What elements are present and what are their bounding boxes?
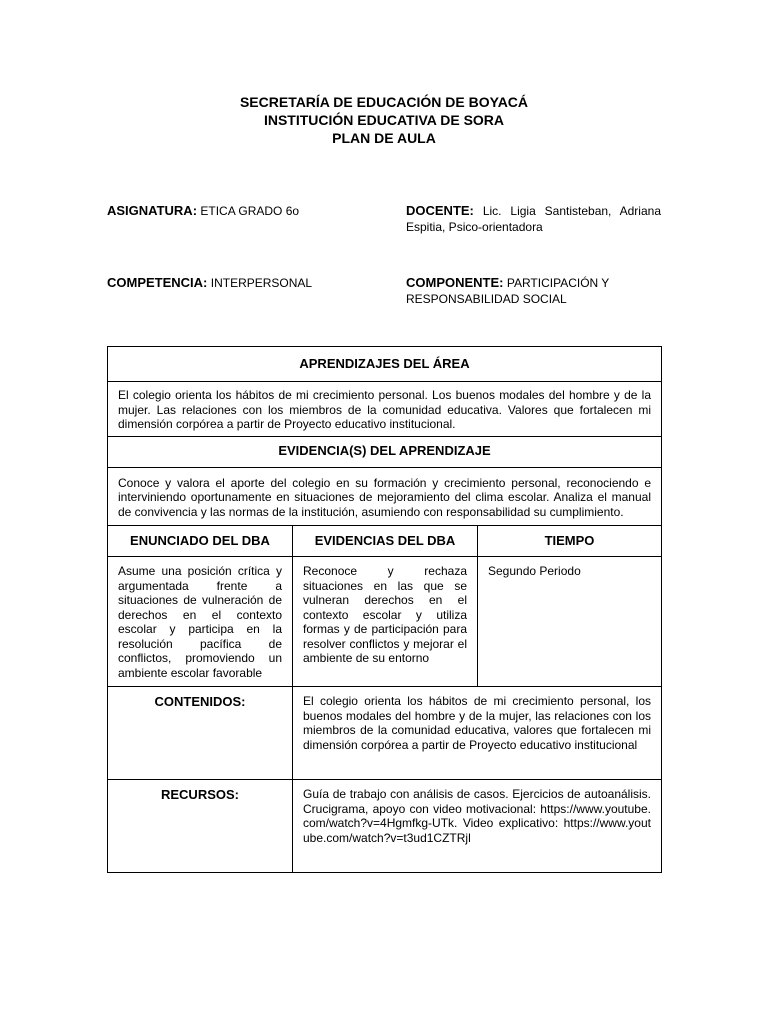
header-institucion: INSTITUCIÓN EDUCATIVA DE SORA xyxy=(263,112,505,128)
aprendizajes-heading: APRENDIZAJES DEL ÁREA xyxy=(108,347,662,382)
contenidos-text: El colegio orienta los hábitos de mi crecimiento personal, los buenos modales del hombre y de la mujer, las relaciones con los miembros de la comunidad educativa, valores que fortalecen mi dimensión corpórea a partir de Proyecto educativo institucional xyxy=(293,687,662,780)
competencia-field xyxy=(107,275,377,291)
header-plan: PLAN DE AULA xyxy=(332,130,436,146)
componente-field xyxy=(406,275,661,307)
tiempo-cell: Segundo Periodo xyxy=(478,557,662,687)
asignatura-value: ETICA GRADO 6o xyxy=(200,204,300,218)
col-evidencias-header: EVIDENCIAS DEL DBA xyxy=(293,526,478,557)
docente-value: Lic. Ligia Santisteban, Adriana Espitia, Psico-orientadora xyxy=(406,204,661,234)
competencia-label: COMPETENCIA: xyxy=(107,275,208,290)
plan-table xyxy=(107,346,662,873)
asignatura-label: ASIGNATURA: xyxy=(107,203,198,218)
componente-value: PARTICIPACIÓN Y RESPONSABILIDAD SOCIAL xyxy=(406,276,610,306)
componente-label: COMPONENTE: xyxy=(406,275,504,290)
col-tiempo-header: TIEMPO xyxy=(478,526,662,557)
col-enunciado-header: ENUNCIADO DEL DBA xyxy=(108,526,293,557)
competencia-value: INTERPERSONAL xyxy=(210,276,313,290)
evidencias-text: Conoce y valora el aporte del colegio en su formación y crecimiento personal, reconociendo e interviniendo oportunamente en situaciones de mejoramiento del clima escolar. Analiza el manual de convivencia y las normas de la institución, asumiendo con responsabilidad su cumplimiento. xyxy=(108,467,662,526)
docente-field xyxy=(406,203,661,235)
aprendizajes-text: El colegio orienta los hábitos de mi crecimiento personal. Los buenos modales del hombre y de la mujer. Las relaciones con los miembros de la comunidad educativa. Valores que fortalecen mi dimensión corpórea a partir de Proyecto educativo institucional. xyxy=(108,382,662,437)
asignatura-field xyxy=(107,203,377,219)
recursos-text: Guía de trabajo con análisis de casos. Ejercicios de autoanálisis. Crucigrama, apoyo con video motivacional: https://www.youtube.com/watch?v=4Hgmfkg-UTk. Video explicativo: https://www.youtube.com/watch?v=t3ud1CZTRjl xyxy=(293,780,662,873)
evidencias-heading: EVIDENCIA(S) DEL APRENDIZAJE xyxy=(108,436,662,467)
docente-label: DOCENTE: xyxy=(406,203,474,218)
evidencias-dba-cell: Reconoce y rechaza situaciones en las que se vulneran derechos en el contexto escolar y utiliza formas y de participación para resolver conflictos y mejorar el ambiente de su entorno xyxy=(293,557,478,687)
contenidos-label: CONTENIDOS: xyxy=(108,687,293,780)
recursos-label: RECURSOS: xyxy=(108,780,293,873)
document-header xyxy=(0,93,768,147)
header-secretaria: SECRETARÍA DE EDUCACIÓN DE BOYACÁ xyxy=(239,94,529,110)
enunciado-cell: Asume una posición crítica y argumentada frente a situaciones de vulneración de derechos en el contexto escolar y participa en la resolución pacífica de conflictos, promoviendo un ambiente escolar favorable xyxy=(108,557,293,687)
